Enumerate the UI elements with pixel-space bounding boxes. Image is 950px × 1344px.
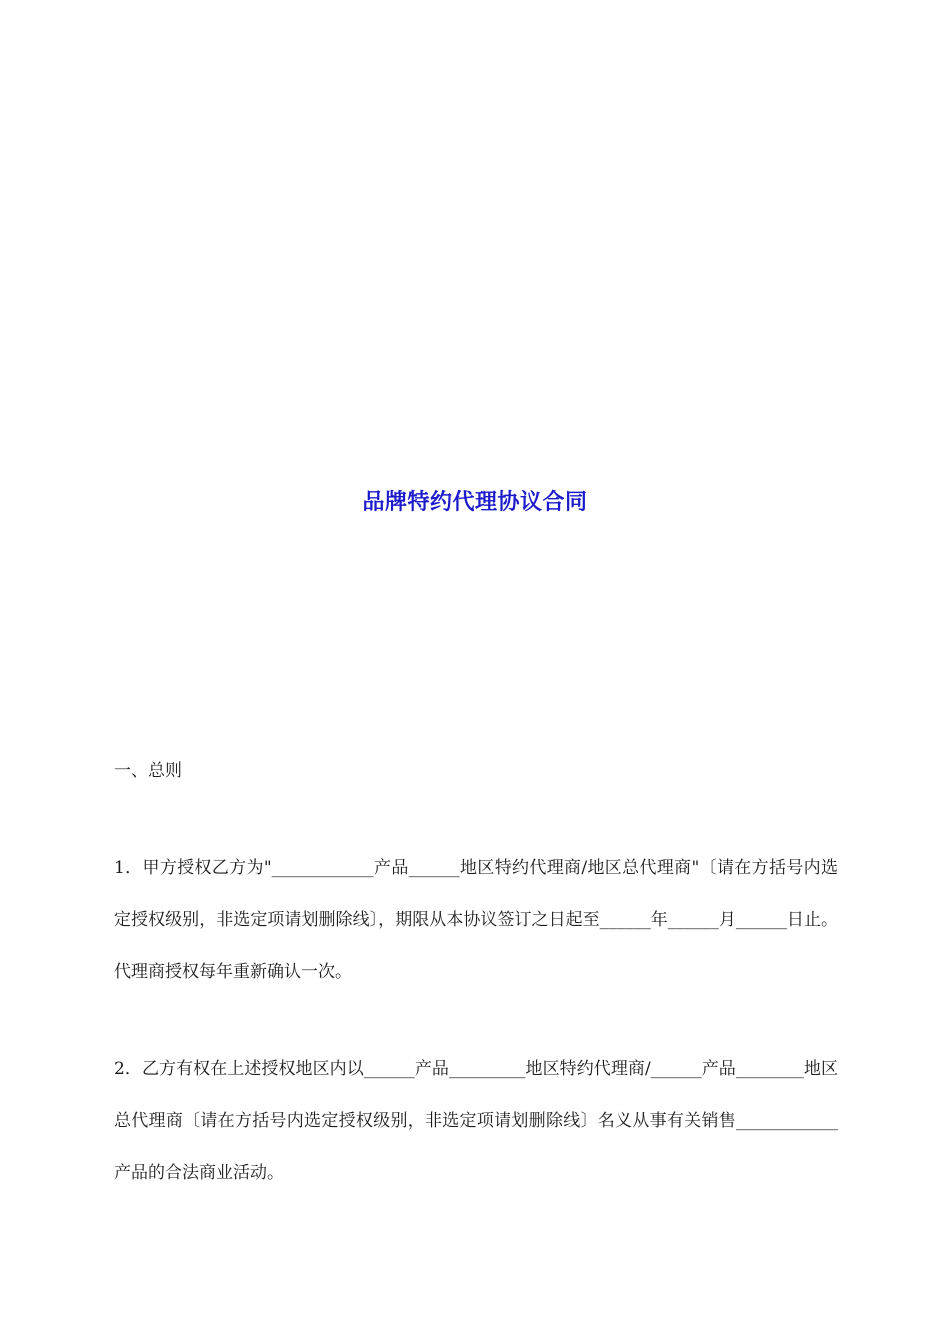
paragraph-1: 1．甲方授权乙方为"____________产品______地区特约代理商/地区总代理商"〔请在方括号内选定授权级别，非选定项请划删除线〕，期限从本协议签订之日起至______年______月______日止。代理商授权每年重新确认一次。 <box>114 858 838 982</box>
paragraph-2: 2．乙方有权在上述授权地区内以______产品_________地区特约代理商/______产品________地区总代理商〔请在方括号内选定授权级别，非选定项请划删除线〕名义从事有关销售____________产品的合法商业活动。 <box>114 1059 838 1183</box>
section-heading-general: 一、总则 <box>114 761 182 781</box>
document-title: 品牌特约代理协议合同 <box>362 490 588 515</box>
